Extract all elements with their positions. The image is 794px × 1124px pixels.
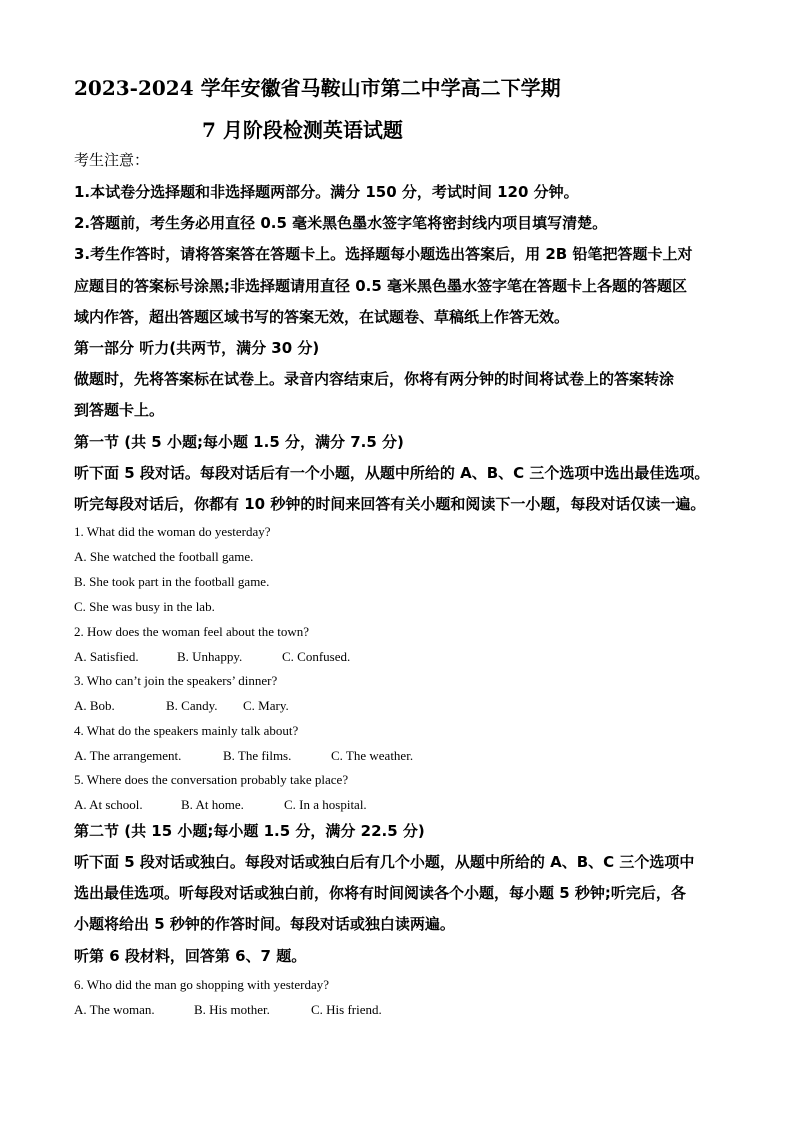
question-1-option-a: A. She watched the football game.	[74, 549, 254, 564]
question-2-option-b: B. Unhappy.	[177, 649, 243, 664]
section2-heading: 第二节 (共 15 小题;每小题 1.5 分，满分 22.5 分)	[74, 822, 425, 840]
question-4-option-a: A. The arrangement.	[74, 748, 182, 763]
question-4: 4. What do the speakers mainly talk about?	[74, 723, 299, 738]
question-6-option-a: A. The woman.	[74, 1002, 155, 1017]
notice-item-3-line3: 域内作答，超出答题区域书写的答案无效，在试题卷、草稿纸上作答无效。	[74, 308, 570, 326]
question-6-option-b: B. His mother.	[194, 1002, 270, 1017]
notice-item-3-line2: 应题目的答案标号涂黑;非选择题请用直径 0.5 毫米黑色墨水签字笔在答题卡上各题的答题区	[74, 277, 688, 295]
section1-instruction-line2: 听完每段对话后，你都有 10 秒钟的时间来回答有关小题和阅读下一小题，每段对话仅读一遍。	[74, 495, 706, 513]
question-1-option-c: C. She was busy in the lab.	[74, 599, 215, 614]
question-2-option-a: A. Satisfied.	[74, 649, 139, 664]
question-4-option-c: C. The weather.	[331, 748, 414, 763]
question-3-option-c: C. Mary.	[243, 698, 289, 713]
part1-instruction-line2: 到答题卡上。	[74, 401, 165, 419]
question-5-option-a: A. At school.	[74, 797, 143, 812]
section1-heading: 第一节 (共 5 小题;每小题 1.5 分，满分 7.5 分)	[74, 433, 404, 451]
question-6: 6. Who did the man go shopping with yesterday?	[74, 977, 330, 992]
question-3-option-a: A. Bob.	[74, 698, 115, 713]
exam-title-line1: 2023-2024 学年安徽省马鞍山市第二中学高二下学期	[74, 76, 561, 100]
section1-instruction-line1: 听下面 5 段对话。每段对话后有一个小题，从题中所给的 A、B、C 三个选项中选出最佳选项。	[74, 464, 710, 482]
notice-item-3-line1: 3.考生作答时，请将答案答在答题卡上。选择题每小题选出答案后，用 2B 铅笔把答题卡上对	[74, 245, 693, 263]
notice-item-1: 1.本试卷分选择题和非选择题两部分。满分 150 分，考试时间 120 分钟。	[74, 183, 579, 201]
exam-title-line2: 7 月阶段检测英语试题	[202, 118, 403, 142]
notice-heading: 考生注意：	[74, 151, 150, 169]
question-1-option-b: B. She took part in the football game.	[74, 574, 270, 589]
question-5: 5. Where does the conversation probably take place?	[74, 772, 349, 787]
question-5-option-c: C. In a hospital.	[284, 797, 367, 812]
question-6-option-c: C. His friend.	[311, 1002, 382, 1017]
question-1: 1. What did the woman do yesterday?	[74, 524, 271, 539]
section2-instruction-line3: 小题将给出 5 秒钟的作答时间。每段对话或独白读两遍。	[74, 915, 455, 933]
question-4-option-b: B. The films.	[223, 748, 292, 763]
question-3-option-b: B. Candy.	[166, 698, 218, 713]
part1-instruction-line1: 做题时，先将答案标在试卷上。录音内容结束后，你将有两分钟的时间将试卷上的答案转涂	[74, 370, 675, 388]
question-5-option-b: B. At home.	[181, 797, 244, 812]
material-6-heading: 听第 6 段材料，回答第 6、7 题。	[74, 947, 307, 965]
section2-instruction-line2: 选出最佳选项。听每段对话或独白前，你将有时间阅读各个小题，每小题 5 秒钟;听完后，各	[74, 884, 686, 902]
question-2-option-c: C. Confused.	[282, 649, 351, 664]
part1-heading: 第一部分 听力(共两节，满分 30 分)	[74, 339, 320, 357]
question-3: 3. Who can’t join the speakers’ dinner?	[74, 673, 278, 688]
question-2: 2. How does the woman feel about the town?	[74, 624, 310, 639]
notice-item-2: 2.答题前，考生务必用直径 0.5 毫米黑色墨水签字笔将密封线内项目填写清楚。	[74, 214, 608, 232]
section2-instruction-line1: 听下面 5 段对话或独白。每段对话或独白后有几个小题，从题中所给的 A、B、C 三个选项中	[74, 853, 695, 871]
